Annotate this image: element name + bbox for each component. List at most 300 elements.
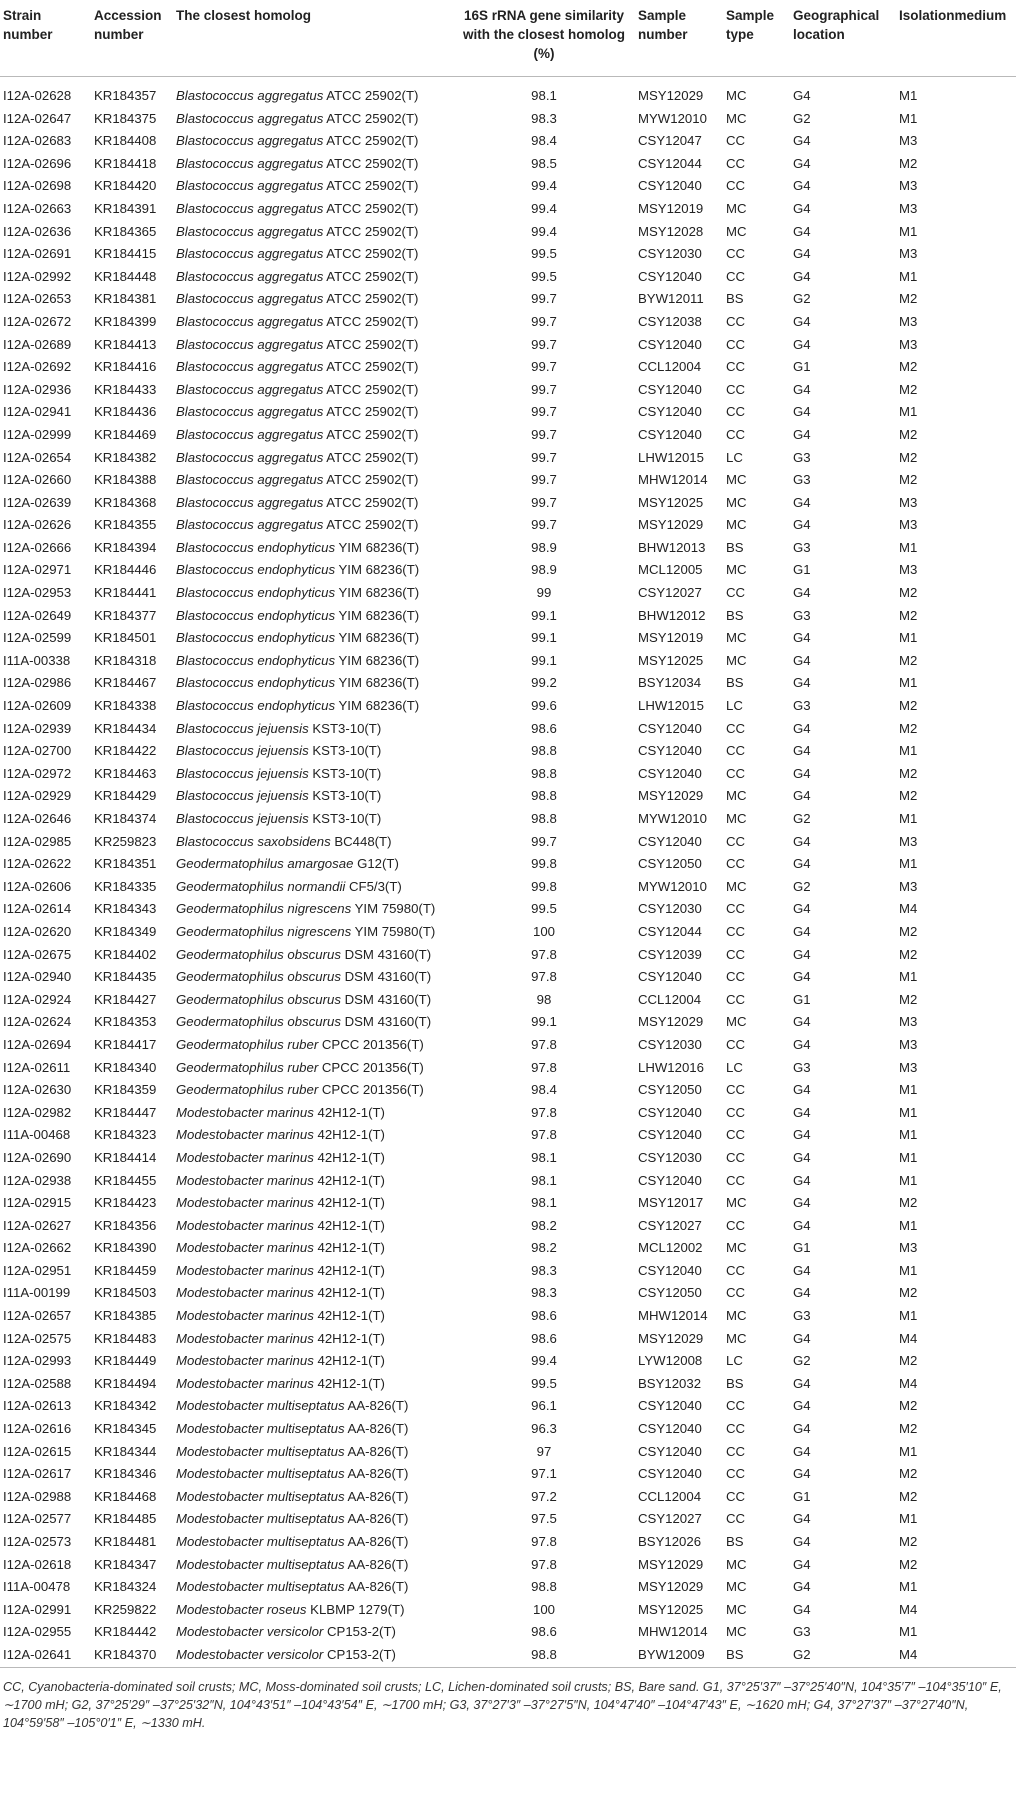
table-row <box>0 1282 1016 1305</box>
accession-number-cell: KR184323 <box>94 1127 157 1143</box>
accession-number-cell: KR184338 <box>94 698 157 714</box>
accession-number-cell: KR184449 <box>94 1353 157 1369</box>
accession-number-cell: KR184427 <box>94 991 157 1007</box>
sample-type-cell: CC <box>726 969 746 985</box>
sample-type-cell: MC <box>726 472 747 488</box>
strain-number-cell: I12A-02617 <box>3 1466 72 1482</box>
homolog-strain: ATCC 25902(T) <box>326 246 419 262</box>
sample-number-cell: MSY12025 <box>638 652 704 668</box>
homolog-species-name: Blastococcus aggregatus <box>176 291 324 307</box>
homolog-strain: AA-826(T) <box>347 1556 409 1572</box>
sample-number-cell: LYW12008 <box>638 1353 703 1369</box>
homolog-cell <box>173 1079 454 1102</box>
homolog-species-name: Blastococcus endophyticus <box>176 539 336 555</box>
sample-number-cell: CSY12040 <box>638 833 702 849</box>
sample-number-cell: CSY12040 <box>638 426 702 442</box>
sample-number-cell: MSY12029 <box>638 88 704 103</box>
homolog-strain: 42H12-1(T) <box>317 1262 385 1278</box>
accession-number-cell: KR184436 <box>94 404 157 420</box>
table-row <box>0 740 1016 763</box>
homolog-strain: CPCC 201356(T) <box>321 1059 424 1075</box>
homolog-species-name: Modestobacter roseus <box>176 1601 307 1617</box>
geo-location-cell: G4 <box>793 969 811 985</box>
homolog-species-name: Modestobacter multiseptatus <box>176 1488 345 1504</box>
homolog-strain: AA-826(T) <box>347 1534 409 1549</box>
isolation-medium-cell: M3 <box>899 133 918 149</box>
homolog-species-name: Blastococcus endophyticus <box>176 562 336 578</box>
table-header <box>0 0 1016 76</box>
similarity-cell: 98.8 <box>531 1579 557 1595</box>
isolation-medium-cell: M2 <box>899 1488 918 1504</box>
table-row <box>0 1531 1016 1554</box>
homolog-strain: ATCC 25902(T) <box>326 426 419 442</box>
table-row <box>0 1576 1016 1599</box>
sample-type-cell: CC <box>726 313 746 329</box>
similarity-cell: 99.7 <box>531 404 557 420</box>
sample-type-cell: MC <box>726 1556 747 1572</box>
strain-number-cell: I12A-02672 <box>3 313 72 329</box>
homolog-species-name: Blastococcus aggregatus <box>176 494 324 510</box>
accession-number-cell: KR184485 <box>94 1511 157 1527</box>
isolation-medium-cell: M1 <box>899 404 918 420</box>
geo-location-cell: G4 <box>793 1082 811 1098</box>
isolation-medium-cell: M1 <box>899 88 918 103</box>
isolation-medium-cell: M4 <box>896 1644 1016 1667</box>
geo-location-cell: G4 <box>793 223 811 239</box>
similarity-cell: 98.6 <box>531 1308 557 1324</box>
sample-number-cell: MCL12002 <box>638 1240 703 1256</box>
strain-number-cell: I12A-02618 <box>3 1556 72 1572</box>
homolog-species-name: Modestobacter marinus <box>176 1172 314 1188</box>
table-row <box>0 1215 1016 1238</box>
homolog-species-name: Blastococcus jejuensis <box>176 811 309 826</box>
accession-number-cell: KR184459 <box>94 1262 157 1278</box>
sample-number-cell: CCL12004 <box>638 359 702 375</box>
strain-number-cell: I12A-02951 <box>3 1262 72 1278</box>
homolog-strain: ATCC 25902(T) <box>326 381 419 397</box>
isolation-medium-cell: M1 <box>899 1579 918 1595</box>
accession-number-cell: KR184416 <box>94 359 157 375</box>
strain-number-cell: I12A-02646 <box>3 811 72 826</box>
sample-type-cell: MC <box>726 811 747 826</box>
isolation-medium-cell: M3 <box>899 1059 918 1075</box>
accession-number-cell: KR184433 <box>94 381 157 397</box>
sample-type-cell: MC <box>726 562 747 578</box>
homolog-strain: 42H12-1(T) <box>317 1285 385 1301</box>
isolation-medium-cell: M1 <box>899 969 918 985</box>
homolog-strain: 42H12-1(T) <box>317 1172 385 1188</box>
homolog-cell <box>173 447 454 470</box>
geo-location-cell: G4 <box>793 1330 811 1346</box>
accession-number-cell: KR184346 <box>94 1466 157 1482</box>
strain-number-cell: I12A-02940 <box>3 969 72 985</box>
table-row <box>0 85 1016 108</box>
homolog-cell <box>173 198 454 221</box>
homolog-cell <box>173 108 454 131</box>
sample-number-cell: CSY12030 <box>638 246 702 262</box>
sample-type-cell: CC <box>726 1149 746 1165</box>
table-row <box>0 1373 1016 1396</box>
accession-number-cell: KR184324 <box>94 1579 157 1595</box>
table-row <box>0 1124 1016 1147</box>
homolog-strain: CPCC 201356(T) <box>321 1036 424 1052</box>
geo-location-cell: G4 <box>793 856 811 872</box>
isolation-medium-cell: M2 <box>899 155 918 171</box>
geo-location-cell: G4 <box>793 1104 811 1120</box>
isolation-medium-cell: M3 <box>899 878 918 894</box>
sample-number-cell: MSY12029 <box>638 788 704 804</box>
strain-number-cell: I12A-02988 <box>3 1488 72 1504</box>
homolog-cell <box>173 1350 454 1373</box>
table-row <box>0 785 1016 808</box>
isolation-medium-cell: M2 <box>899 449 918 465</box>
sample-type-cell: CC <box>726 765 746 781</box>
homolog-cell <box>173 1508 454 1531</box>
isolation-medium-cell: M2 <box>899 1195 918 1211</box>
isolation-medium-cell: M2 <box>899 1534 918 1549</box>
similarity-cell: 98.5 <box>531 155 557 171</box>
homolog-cell <box>173 650 454 673</box>
isolation-medium-cell: M2 <box>899 991 918 1007</box>
homolog-cell <box>173 831 454 854</box>
similarity-cell: 98.4 <box>531 1082 557 1098</box>
table-row <box>0 944 1016 967</box>
geo-location-cell: G4 <box>793 1398 811 1414</box>
isolation-medium-cell: M1 <box>899 811 918 826</box>
strain-number-cell: I12A-02675 <box>3 946 72 962</box>
homolog-cell <box>173 221 454 244</box>
isolation-medium-cell: M2 <box>899 698 918 714</box>
homolog-strain: AA-826(T) <box>347 1488 409 1504</box>
table-row <box>0 401 1016 424</box>
sample-type-cell: MC <box>726 1014 747 1030</box>
isolation-medium-cell: M4 <box>899 901 918 917</box>
sample-number-cell: MYW12010 <box>638 878 707 894</box>
homolog-strain: 42H12-1(T) <box>317 1330 385 1346</box>
sample-type-cell: CC <box>726 833 746 849</box>
homolog-strain: YIM 75980(T) <box>354 901 436 917</box>
geo-location-cell: G4 <box>793 630 811 646</box>
strain-number-cell: I12A-02938 <box>3 1172 72 1188</box>
table-row <box>0 356 1016 379</box>
table-row <box>0 469 1016 492</box>
homolog-strain: ATCC 25902(T) <box>326 268 419 284</box>
homolog-strain: G12(T) <box>357 856 399 872</box>
table-row <box>0 379 1016 402</box>
similarity-cell: 98.8 <box>531 811 557 826</box>
header-geographical-location: Geographical location <box>793 8 880 42</box>
isolation-medium-cell: M1 <box>899 675 918 691</box>
sample-number-cell: BYW12011 <box>638 291 704 307</box>
strain-number-cell: I12A-02639 <box>3 494 72 510</box>
homolog-species-name: Modestobacter marinus <box>176 1217 314 1233</box>
homolog-cell <box>173 1463 454 1486</box>
sample-number-cell: CSY12044 <box>638 923 702 939</box>
homolog-cell <box>173 266 454 289</box>
table-row <box>0 1621 1016 1644</box>
homolog-strain: AA-826(T) <box>347 1511 409 1527</box>
accession-number-cell: KR184417 <box>94 1036 157 1052</box>
homolog-strain: ATCC 25902(T) <box>326 336 419 352</box>
sample-number-cell: BYW12009 <box>635 1644 723 1667</box>
similarity-cell: 97.5 <box>531 1511 557 1527</box>
geo-location-cell: G4 <box>793 1534 811 1549</box>
sample-number-cell: CSY12040 <box>638 765 702 781</box>
homolog-cell <box>173 492 454 515</box>
homolog-species-name: Geodermatophilus normandii <box>176 878 346 894</box>
homolog-species-name: Blastococcus aggregatus <box>176 110 324 126</box>
similarity-cell: 99.7 <box>531 313 557 329</box>
strain-number-cell: I12A-02992 <box>3 268 72 284</box>
strain-number-cell: I12A-02690 <box>3 1149 72 1165</box>
geo-location-cell: G4 <box>793 1285 811 1301</box>
strain-number-cell: I11A-00468 <box>3 1127 71 1143</box>
homolog-species-name: Blastococcus saxobsidens <box>176 833 331 849</box>
table-row <box>0 559 1016 582</box>
isolation-medium-cell: M4 <box>899 1330 918 1346</box>
strain-number-cell: I12A-02993 <box>3 1353 72 1369</box>
homolog-cell <box>173 1576 454 1599</box>
geo-location-cell: G4 <box>793 1375 811 1391</box>
sample-number-cell: CSY12040 <box>638 381 702 397</box>
isolation-medium-cell: M2 <box>899 585 918 601</box>
homolog-strain: YIM 68236(T) <box>338 585 420 601</box>
strain-number-cell: I12A-02647 <box>3 110 72 126</box>
geo-location-cell: G4 <box>793 404 811 420</box>
homolog-cell <box>173 1057 454 1080</box>
sample-number-cell: CSY12040 <box>638 969 702 985</box>
homolog-cell <box>173 944 454 967</box>
isolation-medium-cell: M3 <box>899 562 918 578</box>
homolog-cell <box>173 1621 454 1644</box>
sample-number-cell: LHW12015 <box>638 449 704 465</box>
homolog-strain: YIM 68236(T) <box>338 562 420 578</box>
sample-type-cell: CC <box>726 246 746 262</box>
geo-location-cell: G4 <box>793 517 811 533</box>
sample-type-cell: LC <box>726 1353 743 1369</box>
geo-location-cell: G1 <box>793 562 811 578</box>
geo-location-cell: G4 <box>793 1443 811 1459</box>
isolation-medium-cell: M2 <box>899 426 918 442</box>
isolation-medium-cell: M2 <box>899 1353 918 1369</box>
sample-type-cell: MC <box>726 1195 747 1211</box>
isolation-medium-cell: M4 <box>899 1601 918 1617</box>
table-row <box>0 537 1016 560</box>
sample-number-cell: MSY12029 <box>638 1014 704 1030</box>
homolog-cell <box>173 1644 454 1667</box>
table-row <box>0 1328 1016 1351</box>
sample-type-cell: BS <box>726 607 744 623</box>
table-row <box>0 1418 1016 1441</box>
homolog-strain: DSM 43160(T) <box>344 991 432 1007</box>
strain-number-cell: I12A-02941 <box>3 404 72 420</box>
homolog-strain: AA-826(T) <box>347 1466 409 1482</box>
homolog-cell <box>173 1282 454 1305</box>
isolation-medium-cell: M1 <box>899 1511 918 1527</box>
similarity-cell: 98.6 <box>531 1624 557 1640</box>
geo-location-cell: G4 <box>793 1421 811 1437</box>
isolation-medium-cell: M3 <box>899 178 918 194</box>
similarity-cell: 96.1 <box>531 1398 557 1414</box>
similarity-cell: 98.9 <box>531 562 557 578</box>
strain-number-cell: I12A-02982 <box>3 1104 72 1120</box>
table-row <box>0 1170 1016 1193</box>
sample-number-cell: CSY12040 <box>638 1466 702 1482</box>
strain-number-cell: I12A-02657 <box>3 1308 72 1324</box>
accession-number-cell: KR184385 <box>94 1308 157 1324</box>
homolog-cell <box>173 1328 454 1351</box>
geo-location-cell: G4 <box>793 1195 811 1211</box>
homolog-strain: AA-826(T) <box>347 1398 409 1414</box>
accession-number-cell: KR259822 <box>94 1601 157 1617</box>
similarity-cell: 99.1 <box>531 1014 557 1030</box>
sample-type-cell: BS <box>726 1534 744 1549</box>
homolog-cell <box>173 1170 454 1193</box>
isolation-medium-cell: M1 <box>899 856 918 872</box>
homolog-species-name: Modestobacter marinus <box>176 1353 314 1369</box>
table-row <box>0 831 1016 854</box>
accession-number-cell: KR184418 <box>94 155 157 171</box>
similarity-cell: 99.4 <box>531 223 557 239</box>
homolog-cell <box>173 627 454 650</box>
geo-location-cell: G4 <box>793 246 811 262</box>
homolog-cell <box>173 1305 454 1328</box>
similarity-cell: 98.8 <box>531 743 557 759</box>
homolog-strain: KST3-10(T) <box>312 765 382 781</box>
sample-type-cell: CC <box>726 743 746 759</box>
geo-location-cell: G4 <box>793 923 811 939</box>
homolog-species-name: Modestobacter marinus <box>176 1375 314 1391</box>
homolog-cell <box>173 1531 454 1554</box>
homolog-strain: DSM 43160(T) <box>344 1014 432 1030</box>
similarity-cell: 99.5 <box>531 1375 557 1391</box>
homolog-species-name: Geodermatophilus nigrescens <box>176 901 352 917</box>
sample-number-cell: CSY12050 <box>638 1082 702 1098</box>
sample-type-cell: CC <box>726 923 746 939</box>
homolog-cell <box>173 356 454 379</box>
similarity-cell: 99.7 <box>531 833 557 849</box>
sample-type-cell: CC <box>726 155 746 171</box>
homolog-cell <box>173 537 454 560</box>
homolog-cell <box>173 559 454 582</box>
geo-location-cell: G4 <box>793 765 811 781</box>
accession-number-cell: KR184349 <box>94 923 157 939</box>
geo-location-cell: G2 <box>793 811 811 826</box>
accession-number-cell: KR184351 <box>94 856 157 872</box>
strain-number-cell: I12A-02694 <box>3 1036 72 1052</box>
isolation-medium-cell: M2 <box>899 359 918 375</box>
accession-number-cell: KR184455 <box>94 1172 157 1188</box>
table-row <box>0 492 1016 515</box>
sample-type-cell: CC <box>726 1262 746 1278</box>
geo-location-cell: G4 <box>793 1036 811 1052</box>
similarity-cell: 99.5 <box>531 246 557 262</box>
strain-number-cell: I12A-02939 <box>3 720 72 736</box>
similarity-cell: 99.8 <box>531 878 557 894</box>
similarity-cell: 99.7 <box>531 517 557 533</box>
homolog-cell <box>173 130 454 153</box>
homolog-cell <box>173 672 454 695</box>
sample-number-cell: MSY12017 <box>638 1195 704 1211</box>
homolog-cell <box>173 1599 454 1622</box>
accession-number-cell: KR184414 <box>94 1149 157 1165</box>
homolog-cell <box>173 898 454 921</box>
similarity-cell: 98.6 <box>531 720 557 736</box>
table-row <box>0 288 1016 311</box>
homolog-strain: ATCC 25902(T) <box>326 200 419 216</box>
homolog-cell <box>173 1192 454 1215</box>
similarity-cell: 98.1 <box>531 1195 557 1211</box>
isolation-medium-cell: M4 <box>899 1375 918 1391</box>
geo-location-cell: G4 <box>793 788 811 804</box>
homolog-strain: ATCC 25902(T) <box>326 472 419 488</box>
table-row <box>0 605 1016 628</box>
accession-number-cell: KR184423 <box>94 1195 157 1211</box>
sample-type-cell: CC <box>726 1511 746 1527</box>
homolog-species-name: Modestobacter marinus <box>176 1262 314 1278</box>
similarity-cell: 99.7 <box>531 426 557 442</box>
accession-number-cell: KR184483 <box>94 1330 157 1346</box>
similarity-cell: 97.8 <box>531 969 557 985</box>
homolog-cell <box>173 853 454 876</box>
table-row <box>0 447 1016 470</box>
accession-number-cell: KR184374 <box>94 811 157 826</box>
sample-number-cell: CSY12040 <box>638 336 702 352</box>
similarity-cell: 97.8 <box>531 1534 557 1549</box>
geo-location-cell: G4 <box>793 585 811 601</box>
sample-number-cell: CSY12038 <box>638 313 702 329</box>
accession-number-cell: KR184394 <box>94 539 157 555</box>
table-row <box>0 130 1016 153</box>
strain-number-cell: I11A-00478 <box>3 1579 71 1595</box>
sample-type-cell: CC <box>726 359 746 375</box>
accession-number-cell: KR184342 <box>94 1398 157 1414</box>
sample-type-cell: MC <box>726 1624 747 1640</box>
geo-location-cell: G4 <box>793 1217 811 1233</box>
homolog-species-name: Blastococcus aggregatus <box>176 178 324 194</box>
similarity-cell: 98.1 <box>531 1172 557 1188</box>
isolation-medium-cell: M2 <box>899 607 918 623</box>
accession-number-cell: KR184463 <box>94 765 157 781</box>
isolation-medium-cell: M1 <box>899 1443 918 1459</box>
table-row <box>0 514 1016 537</box>
table-row <box>0 1395 1016 1418</box>
homolog-cell <box>173 921 454 944</box>
isolation-medium-cell: M1 <box>899 1624 918 1640</box>
strain-number-cell: I12A-02599 <box>3 630 72 646</box>
isolation-medium-cell: M1 <box>899 1262 918 1278</box>
sample-number-cell: MSY12025 <box>638 494 704 510</box>
table-row <box>0 1057 1016 1080</box>
accession-number-cell: KR184467 <box>94 675 157 691</box>
homolog-strain: ATCC 25902(T) <box>326 133 419 149</box>
strain-number-cell: I12A-02622 <box>3 856 72 872</box>
homolog-species-name: Geodermatophilus ruber <box>176 1059 319 1075</box>
table-row <box>0 650 1016 673</box>
sample-type-cell: CC <box>726 133 746 149</box>
similarity-cell: 98.3 <box>531 1262 557 1278</box>
table-row <box>0 1644 1016 1667</box>
homolog-species-name: Modestobacter multiseptatus <box>176 1534 345 1549</box>
homolog-cell <box>173 1373 454 1396</box>
header-isolation-medium: Isolationmedium <box>899 8 1007 23</box>
homolog-species-name: Modestobacter versicolor <box>176 1624 324 1640</box>
sample-number-cell: CSY12040 <box>638 1398 702 1414</box>
homolog-strain: 42H12-1(T) <box>317 1149 385 1165</box>
accession-number-cell: KR184494 <box>94 1375 157 1391</box>
similarity-cell: 99.1 <box>531 652 557 668</box>
sample-type-cell: MC <box>726 1579 747 1595</box>
